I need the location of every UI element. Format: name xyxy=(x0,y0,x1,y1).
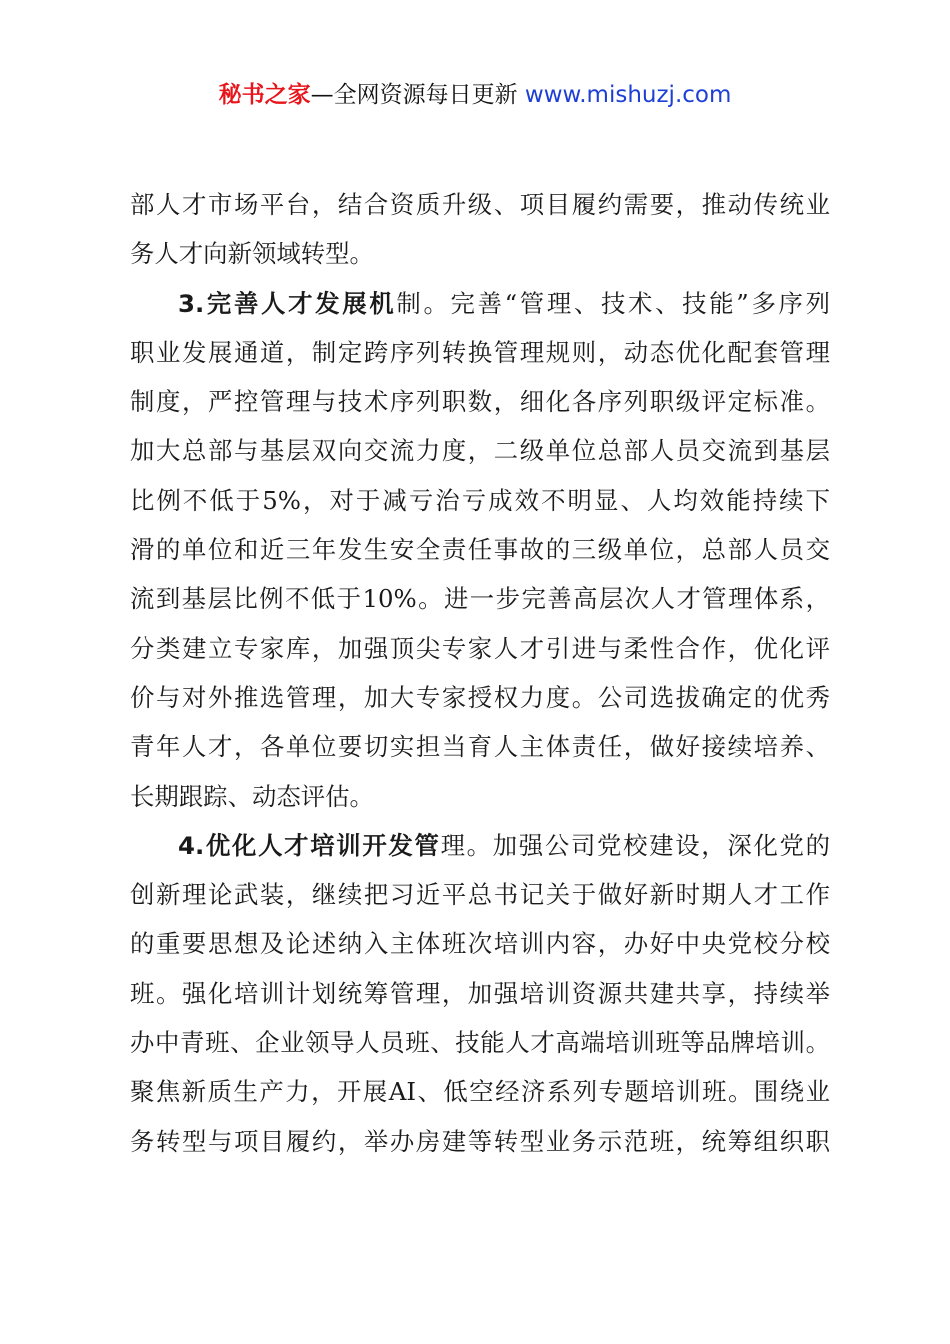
text-line: 流到基层比例不低于10%。进一步完善高层次人才管理体系， xyxy=(130,584,830,614)
text-line: 务人才向新领域转型。 xyxy=(130,239,374,269)
document-body xyxy=(130,180,830,1166)
text-line: 比例不低于5%，对于减亏治亏成效不明显、人均效能持续下 xyxy=(130,485,830,515)
text-line: 聚焦新质生产力，开展AI、低空经济系列专题培训班。围绕业 xyxy=(130,1077,830,1107)
text-line: 加大总部与基层双向交流力度，二级单位总部人员交流到基层 xyxy=(130,436,830,466)
text-line: 的重要思想及论述纳入主体班次培训内容，办好中央党校分校 xyxy=(130,929,830,959)
text-line: 价与对外推选管理，加大专家授权力度。公司选拔确定的优秀 xyxy=(130,682,830,712)
header-dash: — xyxy=(310,82,334,108)
text-line: 长期跟踪、动态评估。 xyxy=(130,781,374,811)
section-heading: 3.完善人才发展机 xyxy=(178,288,397,318)
text-line: 务转型与项目履约，举办房建等转型业务示范班，统筹组织职 xyxy=(130,1126,830,1156)
header-slogan: 全网资源每日更新 xyxy=(333,82,518,108)
text-line: 办中青班、企业领导人员班、技能人才高端培训班等品牌培训。 xyxy=(130,1028,830,1058)
header-url[interactable]: www.mishuzj.com xyxy=(524,82,732,108)
text-line: 分类建立专家库，加强顶尖专家人才引进与柔性合作，优化评 xyxy=(130,633,830,663)
text-line: 青年人才，各单位要切实担当育人主体责任，做好接续培养、 xyxy=(130,732,830,762)
page-header xyxy=(0,80,950,110)
section-heading-line: 3.完善人才发展机制。完善“管理、技术、技能”多序列 xyxy=(178,288,830,318)
text-line: 制度，严控管理与技术序列职数，细化各序列职级评定标准。 xyxy=(130,387,830,417)
text-line: 职业发展通道，制定跨序列转换管理规则，动态优化配套管理 xyxy=(130,337,830,367)
text-line: 创新理论武装，继续把习近平总书记关于做好新时期人才工作 xyxy=(130,880,830,910)
text-line: 部人才市场平台，结合资质升级、项目履约需要，推动传统业 xyxy=(130,190,830,219)
text-line: 滑的单位和近三年发生安全责任事故的三级单位，总部人员交 xyxy=(130,535,830,565)
section-heading-line: 4.优化人才培训开发管理。加强公司党校建设，深化党的 xyxy=(178,830,830,860)
section-heading: 4.优化人才培训开发管 xyxy=(178,830,441,860)
text-line: 班。强化培训计划统筹管理，加强培训资源共建共享，持续举 xyxy=(130,978,830,1008)
header-brand: 秘书之家 xyxy=(218,82,311,108)
